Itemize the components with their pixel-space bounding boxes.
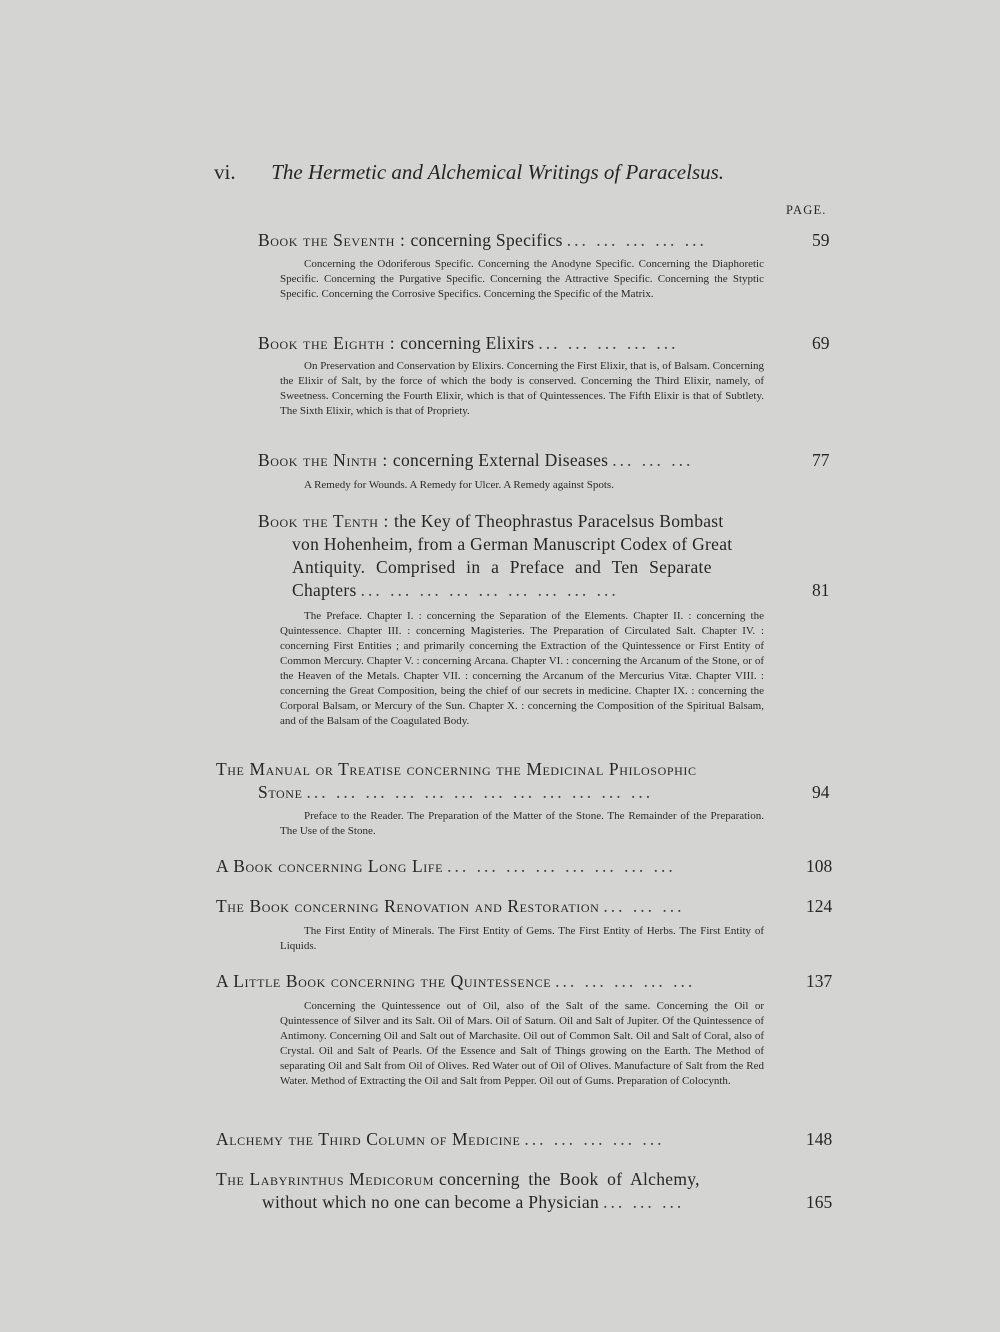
- entry-title-line: the Key of Theophrastus Paracelsus Bombast: [393, 511, 724, 531]
- entry-heading: [258, 510, 830, 602]
- toc-entry-quintessence: [216, 970, 833, 993]
- entry-heading: [216, 970, 833, 993]
- entry-heading: [258, 332, 830, 355]
- toc-entry-book-tenth: [258, 510, 830, 602]
- running-header: [214, 160, 794, 185]
- page-number: 124: [806, 896, 833, 916]
- leader-dots: ... ... ...: [603, 1192, 685, 1212]
- entry-heading: [216, 758, 830, 804]
- page-number: 108: [806, 856, 833, 876]
- page-number: 148: [806, 1129, 833, 1149]
- running-title: The Hermetic and Alchemical Writings of Paracelsus.: [271, 160, 725, 184]
- page-number: 137: [806, 971, 833, 991]
- entry-title-line: concerning the Book of Alchemy,: [439, 1169, 700, 1189]
- entry-description: Preface to the Reader. The Preparation of the Matter of the Stone. The Remainder of the Preparation. The Use of the Stone.: [280, 810, 764, 837]
- entry-title-line: Antiquity. Comprised in a Preface and Ten Separate: [292, 557, 712, 577]
- entry-lead: Book the Eighth :: [258, 333, 396, 353]
- entry-lead: Alchemy the Third Column of Medicine: [216, 1129, 521, 1149]
- entry-lead: Book the Tenth :: [258, 511, 389, 531]
- entry-title-line: Chapters: [292, 580, 357, 600]
- toc-entry-book-eighth: [258, 332, 830, 355]
- entry-description: Concerning the Quintessence out of Oil, also of the Salt of the same. Concerning the Oil or Quintessence of Silver and its Salt. Oil of Mars. Oil of Saturn. Oil and Salt of Jupiter. Of the Quintessence of Antimony. Concerning Oil and Salt out of Marchasite. Oil out of Common Salt. Oil and Salt of Coral, also of Crystal. Oil and Salt of Pearls. Of the Essence and Salt of Things growing on the Earth. The Method of separating Oil and Salt from Oil of Olives. Red Water out of Oil of Olives. Manufacture of Salt from the Red Water. Method of Extracting the Oil and Salt from Pepper. Oil out of Gums. Preparation of Colocynth.: [280, 1000, 764, 1087]
- entry-last-line: [216, 781, 830, 804]
- toc-entry-alchemy-third-column: [216, 1128, 833, 1151]
- entry-title: concerning External Diseases: [392, 450, 609, 470]
- entry-lead: A Little Book concerning the Quintessence: [216, 971, 552, 991]
- leader-dots: ... ... ... ... ...: [566, 230, 707, 250]
- toc-entry-book-seventh: [258, 229, 830, 252]
- entry-heading: [258, 229, 830, 252]
- leader-dots: ... ... ...: [612, 450, 694, 470]
- entry-description: Concerning the Odoriferous Specific. Concerning the Anodyne Specific. Concerning the Diaphoretic Specific. Concerning the Purgative Specific. Concerning the Attractive Specific. Concerning the Styptic Specific. Concerning the Corrosive Specifics. Concerning the Specific of the Matrix.: [280, 258, 764, 300]
- leader-dots: ... ... ... ... ...: [524, 1129, 665, 1149]
- page-number: 69: [812, 333, 830, 353]
- toc-entry-labyrinthus: [216, 1168, 833, 1214]
- entry-heading: [258, 449, 830, 472]
- page-number: 165: [806, 1192, 833, 1212]
- toc-entry-book-ninth: [258, 449, 830, 472]
- entry-lead-line: The Manual or Treatise concerning the Medicinal Philosophic: [216, 759, 697, 779]
- leader-dots: ... ... ... ... ...: [555, 971, 696, 991]
- entry-last-line: [258, 579, 830, 602]
- toc-entry-renovation: [216, 895, 833, 918]
- entry-title: concerning Elixirs: [400, 333, 535, 353]
- entry-last-line: [216, 1191, 833, 1214]
- entry-lead-line: Stone: [258, 782, 303, 802]
- leader-dots: ... ... ...: [603, 896, 685, 916]
- page-column-label: PAGE.: [786, 203, 827, 217]
- entry-heading: [216, 855, 833, 878]
- page-number: 94: [812, 782, 830, 802]
- entry-lead: The Labyrinthus Medicorum: [216, 1169, 435, 1189]
- entry-heading: [216, 895, 833, 918]
- toc-entry-manual: [216, 758, 830, 804]
- page-number: 59: [812, 230, 830, 250]
- entry-description: On Preservation and Conservation by Elixirs. Concerning the First Elixir, that is, of Balsam. Concerning the Elixir of Salt, by the force of which the body is conserved. Concerning the Third Elixir, namely, of Sweetness. Concerning the Fourth Elixir, which is that of Quintessences. The Fifth Elixir is that of Subtlety. The Sixth Elixir, which is that of Propriety.: [280, 360, 764, 417]
- folio-number: vi.: [214, 160, 236, 184]
- entry-lead: A Book concerning Long Life: [216, 856, 444, 876]
- entry-lead: Book the Ninth :: [258, 450, 388, 470]
- entry-lead: Book the Seventh :: [258, 230, 406, 250]
- entry-lead: The Book concerning Renovation and Restoration: [216, 896, 600, 916]
- entry-description: A Remedy for Wounds. A Remedy for Ulcer. A Remedy against Spots.: [304, 479, 614, 491]
- entry-heading: [216, 1168, 833, 1214]
- entry-title: concerning Specifics: [410, 230, 563, 250]
- leader-dots: ... ... ... ... ... ... ... ...: [447, 856, 676, 876]
- leader-dots: ... ... ... ... ... ... ... ... ...: [360, 580, 619, 600]
- entry-title-line: von Hohenheim, from a German Manuscript Codex of Great: [292, 534, 733, 554]
- entry-description: The First Entity of Minerals. The First Entity of Gems. The First Entity of Herbs. The First Entity of Liquids.: [280, 925, 764, 952]
- entry-description: The Preface. Chapter I. : concerning the Separation of the Elements. Chapter II. : concerning the Quintessence. Chapter III. : concerning Magisteries. The Preparation of Circulated Salt. Chapter IV. : concerning First Entities ; and primarily concerning the Extraction of the Quintessence or First Entity of Common Mercury. Chapter V. : concerning Arcana. Chapter VI. : concerning the Arcanum of the Stone, or of the Heaven of the Metals. Chapter VII. : concerning the Arcanum of the Mercurius Vitæ. Chapter VIII. : concerning the Great Composition, being the chief of our secrets in medicine. Chapter IX. : concerning the Corporal Balsam, or Mercury of the Sun. Chapter X. : concerning the Composition of the Spiritual Balsam, and of the Balsam of the Coagulated Body.: [280, 610, 764, 727]
- leader-dots: ... ... ... ... ... ... ... ... ... ... ... ...: [306, 782, 654, 802]
- entry-heading: [216, 1128, 833, 1151]
- leader-dots: ... ... ... ... ...: [538, 333, 679, 353]
- page-number: 81: [812, 580, 830, 600]
- entry-title-line: without which no one can become a Physician: [262, 1192, 600, 1212]
- toc-entry-long-life: [216, 855, 833, 878]
- page-number: 77: [812, 450, 830, 470]
